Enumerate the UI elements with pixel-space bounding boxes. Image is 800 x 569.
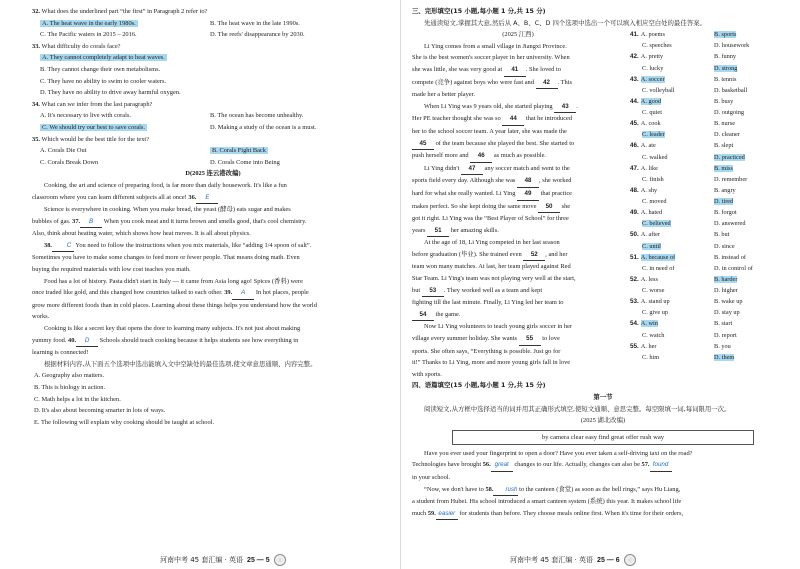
q32-option-b[interactable]: B. The heat wave in the late 1990s. [210,19,300,27]
option-left[interactable]: A. good [640,97,662,105]
option-left[interactable]: A. after [640,231,660,239]
option-number: 41. [630,31,639,39]
option-number: 50. [630,231,639,239]
option-number: 46. [630,142,639,150]
option-row [630,85,794,96]
cloze-blank-44[interactable]: 44 [502,113,524,126]
cloze-line: makes perfect. So she kept doing the same move 50 she [412,201,624,214]
cloze-options [624,29,794,380]
option-right[interactable]: D. basketball [714,86,748,94]
cloze-line: got it right. Li Ying was the “Best Player of School” for three [412,215,569,223]
cloze-line: 54 the game. [412,309,624,322]
option-right[interactable]: D. in control of [714,264,753,272]
cloze-line: it!” Thanks to Li Ying, more and more young girls fall in love [412,359,571,367]
q33-option-d[interactable]: D. They have no ability to drive away harmful oxygen. [40,89,181,97]
cloze-line: before graduation (毕业). She trained even 52 , and her [412,249,624,262]
q32-option-c[interactable]: C. The Pacific waters in 2015 – 2016. [40,31,137,39]
option-left[interactable]: C. give up [642,309,669,317]
option-left[interactable]: C. moved [642,198,667,206]
logo-icon [274,554,286,566]
q34-option-d[interactable]: D. Making a study of the ocean is a must. [210,123,317,131]
option-right[interactable]: D. remember [714,175,748,183]
option-left[interactable]: A. poems [640,31,665,39]
option-left[interactable]: A. soccer [640,75,665,83]
option-right[interactable]: B. wake up [714,298,743,306]
q33-option-a[interactable]: A. They cannot completely adapt to heat waves. [42,54,165,62]
option-number: 43. [630,75,639,83]
cloze-blank-51[interactable]: 51 [427,225,449,238]
cloze-blank-50[interactable]: 50 [538,201,560,214]
option-number: 44. [630,97,639,105]
option-right[interactable]: B. busy [714,97,734,105]
option-right[interactable]: B. forgot [714,209,737,217]
question-35: 35. Which would be the best title for the text? [32,135,150,143]
option-right[interactable]: B. slept [714,142,734,150]
option-left[interactable]: C. speeches [642,42,672,50]
option-right[interactable]: D. report [714,331,737,339]
question-34: 34. What can we infer from the last paragraph? [32,100,153,108]
option-left[interactable]: A. like [640,164,658,172]
option-right[interactable]: B. but [714,231,730,239]
q34-option-a[interactable]: A. It's necessary to live with corals. [40,112,131,120]
section-d-title: D(2025 连云港改编) [185,170,241,178]
right-footer: 河南中考 45 套汇编 · 英语 25 — 6 [510,554,636,566]
instruction: 根据材料内容,从下面五个选项中选出能填入文中空缺处的最佳选项,使文章意思通顺、内容完整。 [44,359,317,368]
option-left[interactable]: C. leader [642,131,665,139]
q32-option-d[interactable]: D. The reefs' disappearance by 2030. [210,31,305,39]
option-left[interactable]: C. walked [642,153,668,161]
blank-38[interactable]: C [52,240,74,253]
cloze-line: her to the school soccer team. A year later, she was made the [412,127,567,135]
cloze-line: compete (竞争) against boys who were fast and 42 . This [412,77,624,90]
option-number: 51. [630,253,639,261]
option-right[interactable]: B. nurse [714,120,735,128]
option-left[interactable]: A. hated [640,209,663,217]
cloze-line: Her PE teacher thought she was so 44 that he introduced [412,113,624,126]
cloze-blank-49[interactable]: 49 [517,188,539,201]
cloze-line: years 51 her amazing skills. [412,225,624,238]
cloze-passage [412,29,624,380]
q33-option-b[interactable]: B. They cannot change their own metabolisms. [40,65,161,73]
section-4-instruction: 阅读短文,从方框中选择适当的词并用其正确形式填空,使短文通顺、意思完整。每空限填一词,每词限用一次。 [424,404,731,413]
option-right[interactable]: D. cleaner [714,131,740,139]
option-left[interactable]: A. less [640,275,658,283]
q34-option-b[interactable]: B. The ocean has become unhealthy. [210,112,304,120]
cloze-blank-46[interactable]: 46 [470,150,492,163]
section-4-title: 四、语篇填空(15 小题,每小题 1 分,共 15 分) [412,381,546,390]
cloze-blank-42[interactable]: 42 [536,77,558,90]
blank-56[interactable]: great [491,459,513,472]
option-right[interactable]: B. funny [714,53,737,61]
cloze-line: sports field every day. Although she was 48 , she worked [412,175,624,188]
option-row [630,263,794,274]
option-number: 48. [630,186,639,194]
cloze-blank-54[interactable]: 54 [412,309,434,322]
option-right[interactable]: D. since [714,242,735,250]
option-right[interactable]: B. tennis [714,75,737,83]
option-left[interactable]: C. in need of [642,264,675,272]
cloze-blank-52[interactable]: 52 [523,249,545,262]
cloze-line: She is the best women's soccer player in her university. When [412,54,570,62]
option-row [630,40,794,51]
option-row [630,296,794,307]
option-row [630,74,794,85]
cloze-line: Star Team. Li Ying's team was not playing very well at the start, [412,275,576,283]
option-right[interactable]: D. stay up [714,309,740,317]
option-number: 42. [630,53,639,61]
passage-p2: Science is everywhere in cooking. When you make bread, the yeast (酵母) eats sugar and makes [44,206,291,214]
option-number: 54. [630,320,639,328]
option-row [630,218,794,229]
logo-icon [624,554,636,566]
passage-p1: Cooking, the art and science of preparing food, is far more than daily housework. It's like a fun [44,181,287,189]
option-row [630,96,794,107]
cloze-line: Now Li Ying volunteers to teach young girls soccer in her [424,323,573,331]
option-left[interactable]: A. because of [640,253,676,261]
blank-37[interactable]: B [80,216,102,229]
q35-option-a[interactable]: A. Corals Die Out [40,147,87,155]
option-left[interactable]: A. win [640,320,658,328]
cloze-line: hard for what she really wanted. Li Ying 49 that practice [412,188,624,201]
blank-40[interactable]: D [76,335,98,348]
option-row [630,29,794,40]
option-number: 53. [630,298,639,306]
cloze-blank-47[interactable]: 47 [461,163,483,176]
option-row [630,352,794,363]
option-number: 55. [630,342,639,350]
option-row [630,196,794,207]
cloze-line: but 53 . They worked well as a team and kept [412,285,624,298]
option-right[interactable]: B. sports [714,31,737,39]
cloze-line: village every summer holiday. She wants 55 to love [412,333,624,346]
option-row [630,140,794,151]
cloze-line: with sports. [412,370,442,378]
cloze-line: 45 of the team because she played the best. She started to [412,138,624,151]
option-number: 47. [630,164,639,172]
choice-c[interactable]: C. Math helps a lot in the kitchen. [34,395,121,403]
option-row [630,174,794,185]
option-row [630,341,794,352]
option-right[interactable]: D. tired [714,198,734,206]
option-left[interactable]: C. until [642,242,661,250]
option-right[interactable]: D. outgoing [714,109,745,117]
option-left[interactable]: A. pretty [640,53,664,61]
section-3-instruction: 先通读短文,掌握其大意,然后从 A、B、C、D 四个选项中选出一个可以填入相应空白处的最佳答案。 [424,18,706,27]
cloze-blank-55[interactable]: 55 [519,333,541,346]
section-4-sub: 第一节 [593,393,613,401]
passage-p3: 38. C You need to follow the instructions when you mix materials, like “adding 1/4 spoon of salt”. [32,240,394,253]
option-row [630,207,794,218]
blank-39[interactable]: A [232,287,254,300]
q35-option-c[interactable]: C. Corals Break Down [40,158,99,166]
left-page: 32. What does the underlined part “the first” in Paragraph 2 refer to? A. The heat wave in the early 1980s. B. The heat wave in the late 1990s. C. The Pacific waters in 2015 – 2016. D. The reefs' disappearance by 2030. 33. What difficulty do corals face? A. They cannot completely adapt to heat waves. B. They cannot change their own metabolisms. C. They have no ability to swim to cooler waters. D. They have no ability to drive away harmful oxygen. 34. What can we infer from the last paragraph? A. It's necessary to live with corals. B. The ocean has become unhealthy. C. We should try our best to save corals. D. Making a study of the ocean is a must. 35. Which would be the best title for the text? A. Corals Die Out B. Corals Fight Back C. Corals Break Down D. Corals Come into Being D(2025 连云港改编) Cooking, the art and science of preparing food, is far more than daily housework. It's like a fun classroom where you can learn different subjects all at once! 36. E Science is everywhere in cooking. When you make bread, the yeast (酵母) eats sugar and makes bubbles of gas. 37. B When you cook meat and it turns brown and smells good, that's cool chemistry. Also, think about heating water, which shows how heat moves. It is all about physics. 38. C You need to follow the instructions when you mix materials, like “adding 1/4 spoon of salt”. Sometimes you have to make some changes to feed more or fewer people. That means doing math. Even buying the required materials with low cost teaches you math. Food has a lot of history. Pasta didn't start in Italy — it came from Asia long ago! Spices (香料) were once traded like gold, and this changed how countries talked to each other. 39. A In hot places, people grow more different foods than in cold places. Learning about these things helps you understand how the world works. Cooking is like a secret key that opens the door to learning many subjects. It's not just about making yummy food. 40. D Schools should teach cooking because it helps students see how everything in learning is connected! 根据材料内容,从下面五个选项中选出能填入文中空缺处的最佳选项,使文章意思通顺、内容完整。 A. Geography also matters. B. This is biology in action. C. Math helps a lot in the kitchen. D. It's also about becoming smarter in lots of ways. E. The following will explain why cooking should be taught at school. 河南中考 45 套汇编 · 英语 25 — 5 [0,0,400,569]
option-right[interactable]: D. them [714,353,735,361]
option-number: 45. [630,120,639,128]
option-left[interactable]: A. shy [640,186,658,194]
option-row [630,274,794,285]
option-row [630,285,794,296]
cloze-line: made her a better player. [412,91,475,99]
option-right[interactable]: B. you [714,342,731,350]
cloze-line: At the age of 18, Li Ying competed in her last season [424,239,560,247]
option-row [630,63,794,74]
cloze-blank-43[interactable]: 43 [554,101,576,114]
blank-36[interactable]: E [196,192,218,205]
option-row [630,307,794,318]
option-row [630,318,794,329]
option-left[interactable]: C. watch [642,331,665,339]
option-right[interactable]: D. housework [714,42,750,50]
choice-b[interactable]: B. This is biology in action. [34,384,106,391]
option-right[interactable]: B. angry [714,186,736,194]
option-right[interactable]: B. harder [714,275,738,283]
option-right[interactable]: D. practiced [714,153,745,161]
q32-option-a[interactable]: A. The heat wave in the early 1980s. [42,19,136,27]
option-left[interactable]: C. him [642,353,660,361]
option-row [630,129,794,140]
option-left[interactable]: C. quiet [642,109,662,117]
option-left[interactable]: C. lucky [642,64,664,72]
cloze-line: Li Ying comes from a small village in Jiangxi Province. [424,42,567,50]
passage-p4: Food has a lot of history. Pasta didn't start in Italy — it came from Asia long ago! Spices (香料) were [44,277,303,285]
choice-e[interactable]: E. The following will explain why cooking should be taught at school. [34,418,215,426]
option-left[interactable]: A. ate [640,142,656,150]
option-right[interactable]: B. start [714,320,733,328]
option-row [630,252,794,263]
option-left[interactable]: A. cook [640,120,661,128]
cloze-line: When Li Ying was 9 years old, she started playing 43 . [412,101,624,114]
option-number: 52. [630,275,639,283]
option-left[interactable]: C. believed [642,220,671,228]
blank-59[interactable]: easier [436,508,458,521]
cloze-line: team won many matches. At last, her team played against Red [412,263,571,271]
q35-option-d[interactable]: D. Corals Come into Being [210,158,280,166]
option-row [630,152,794,163]
cloze-blank-48[interactable]: 48 [517,175,539,188]
option-row [630,163,794,174]
option-right[interactable]: D. strong [714,64,738,72]
q33-option-c[interactable]: C. They have no ability to swim to cooler waters. [40,77,167,85]
option-row [630,107,794,118]
option-left[interactable]: A. her [640,342,657,350]
option-right[interactable]: D. answered [714,220,746,228]
choice-a[interactable]: A. Geography also matters. [34,372,105,380]
cloze-line: Li Ying didn't 47 any soccer match and went to the [412,163,624,176]
option-left[interactable]: A. stand up [640,298,670,306]
cloze-line: push herself more and 46 as much as possible. [412,150,624,163]
q35-option-b[interactable]: B. Corals Fight Back [212,147,266,155]
blank-57[interactable]: found [650,459,672,472]
right-page: 三、完形填空(15 小题,每小题 1 分,共 15 分) 先通读短文,掌握其大意,然后从 A、B、C、D 四个选项中选出一个可以填入相应空白处的最佳答案。 (2025 江西) Li Ying comes from a small village in Jiangxi Province. She is the best women's soccer player in her university. When she was little, she was very good at 41 . She loved to compete (竞争) against boys who were fast and 42 . This made her a better player. When Li Ying was 9 years old, she started playing 43 . Her PE teacher thought she was so 44 that he introduced her to the school soccer team. A year later, she was made the 45 of the team because she played the best. She started to push herself more and 46 as much as possible. Li Ying didn't 47 any soccer match and went to the sports field every day. Although she was 48 , she worked hard for what she really wanted. Li Ying 49 that practice makes perfect. So she kept doing the same move 50 she got it right. Li Ying was the “Best Player of School” for three years 51 her amazing skills. At the age of 18, Li Ying competed in her last season before graduation (毕业). She trained even 52 , and her team won many matches. At last, her team played against Red Star Team. Li Ying's team was not playing very well at the start, but 53 . They worked well as a team and kept fighting till the last minute. Finally, Li Ying led her team to 54 the game. Now Li Ying volunteers to teach young girls soccer in her village every summer holiday. She wants 55 to love sports. She often says, “Everything is possible. Just go for it!” Thanks to Li Ying, more and more young girls fall in love with sports. 41. A. poems B. sports C. speeches D. housework 42. A. pretty B. funny C. lucky D. strong 43. A. soccer B. tennis C. volleyball D. basketball 44. A. good B. busy C. quiet D. outgoing 45. A. cook B. nurse C. leader D. cleaner 46. A. ate B. slept C. walked D. practiced 47. A. like B. miss C. finish D. remember 48. A. shy B. angry C. moved D. tired 49. A. hated B. forgot C. believed D. answered 50. A. after B. but C. until D. since 51. A. because of B. instead of C. in need of D. in control of 52. A. less B. harder C. worse D. higher 53. A. stand up B. wake up C. give up D. stay up 54. A. win B. start C. watch D. report 55. A. her B. you C. him D. them 四、语篇填空(15 小题,每小题 1 分,共 15 分) 第一节 阅读短文,从方框中选择适当的词并用其正确形式填空,使短文通顺、意思完整。每空限填一词,每词限用一次。 (2025 湖北改编) by camera clear easy find great offer rush way Have you ever used your fingerprint to open a door? Have you ever taken a self-driving taxi on the road? Technologies have brought 56. great changes to our life. Actually, changes can also be 57. found in your school. “Now, we don't have to 58. rush to the canteen (食堂) as soon as the bell rings,” says Hu Liang, a student from Hubei. His school introduced a smart canteen system (系统) this year. It makes school life much 59. easier for students than before. They choose meals online first. When it's time for their orders, 河南中考 45 套汇编 · 英语 25 — 6 [400,0,800,569]
left-footer: 河南中考 45 套汇编 · 英语 25 — 5 [160,554,286,566]
option-right[interactable]: D. higher [714,287,738,295]
choice-d[interactable]: D. It's also about becoming smarter in lots of ways. [34,407,166,415]
option-row [630,229,794,240]
option-left[interactable]: C. volleyball [642,86,675,94]
cloze-blank-45[interactable]: 45 [412,138,434,151]
question-32: 32. What does the underlined part “the first” in Paragraph 2 refer to? [32,8,208,15]
question-33: 33. What difficulty do corals face? [32,42,121,50]
cloze-line: she was little, she was very good at 41 . She loved to [412,64,624,77]
option-left[interactable]: C. finish [642,175,664,183]
word-box: by camera clear easy find great offer rush way [452,430,754,445]
q34-option-c[interactable]: C. We should try our best to save corals. [42,123,146,131]
blank-58[interactable]: rush [493,484,517,497]
cloze-blank-53[interactable]: 53 [422,285,444,298]
cloze-line: sports. She often says, “Everything is possible. Just go for [412,347,561,355]
option-number: 49. [630,209,639,217]
option-right[interactable]: B. instead of [714,253,747,261]
option-right[interactable]: B. miss [714,164,733,172]
option-row [630,118,794,129]
section-4-source: (2025 湖北改编) [580,417,626,425]
section-3-title: 三、完形填空(15 小题,每小题 1 分,共 15 分) [412,7,546,15]
cloze-blank-41[interactable]: 41 [504,64,526,77]
option-row [630,241,794,252]
option-row [630,330,794,341]
option-left[interactable]: C. worse [642,287,665,295]
option-row [630,185,794,196]
cloze-source: (2025 江西) [502,31,534,39]
cloze-line: fighting till the last minute. Finally, Li Ying led her team to [412,299,564,307]
sec4-p1: Have you ever used your fingerprint to open a door? Have you ever taken a self-driving taxi on the road? [424,449,693,457]
passage-p5: Cooking is like a secret key that opens the door to learning many subjects. It's not just about making [44,325,301,333]
option-row [630,51,794,62]
